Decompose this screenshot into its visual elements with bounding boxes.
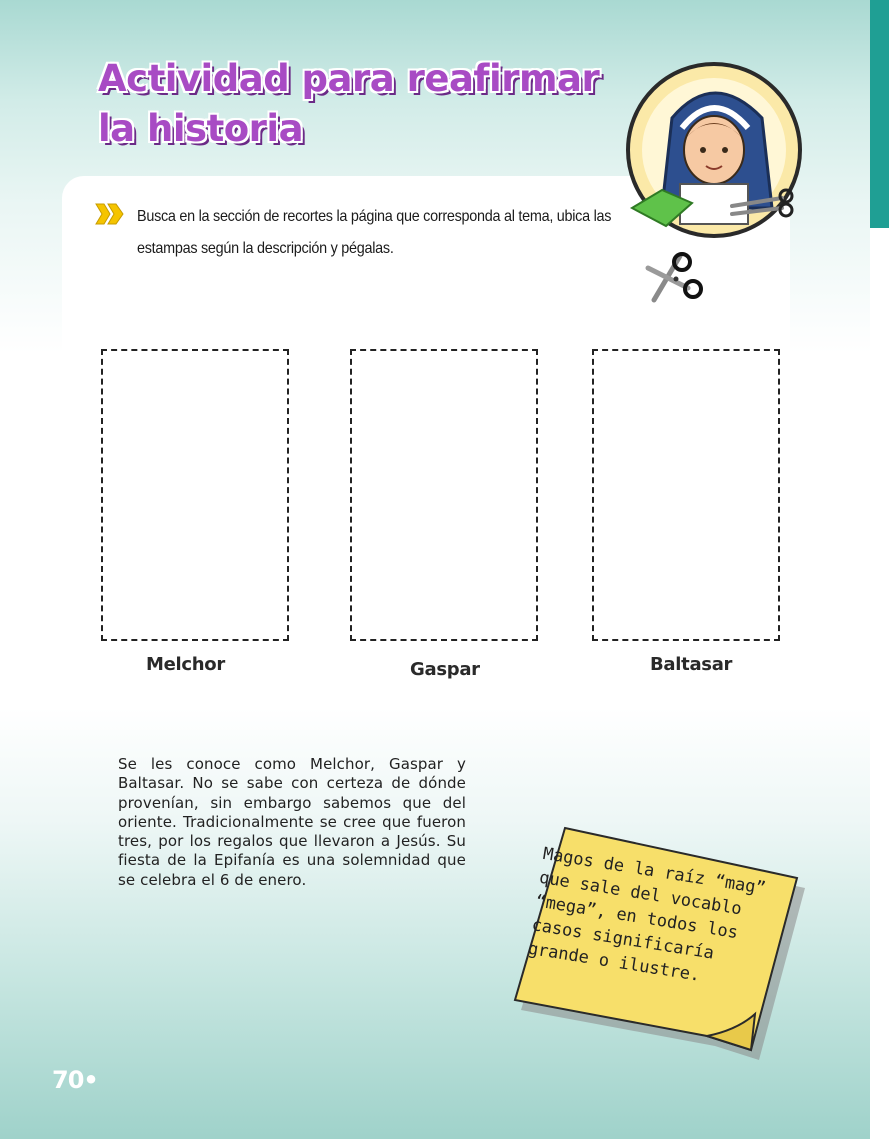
title-line-1: Actividad para reafirmar: [98, 57, 600, 100]
page-number: 70•: [52, 1066, 98, 1094]
sticky-note-text: Magos de la raíz “mag” que sale del vocablo “mega”, en todos los casos significaría grande o ilustre.: [526, 843, 768, 986]
sticker-box-baltasar[interactable]: [592, 349, 780, 641]
edge-tab: [870, 0, 889, 228]
mascot-illustration: [622, 58, 806, 242]
label-melchor: Melchor: [146, 654, 225, 675]
sticker-box-melchor[interactable]: [101, 349, 289, 641]
body-paragraph: Se les conoce como Melchor, Gaspar y Baltasar. No se sabe con certeza de dónde provenían, sin embargo sabemos que del oriente. Tradicionalmente se cree que fueron tres, por los regalos que llevaron a Jesús. Su fiesta de la Epifanía es una solemnidad que se celebra el 6 de enero.: [118, 755, 466, 889]
title-line-2: la historia: [98, 107, 304, 150]
page-number-value: 70: [52, 1066, 84, 1094]
double-chevron-right-icon: [95, 201, 125, 227]
label-baltasar: Baltasar: [650, 654, 733, 675]
instruction-text: Busca en la sección de recortes la página que corresponda al tema, ubica las estampas según la descripción y pégalas.: [137, 208, 612, 257]
label-gaspar: Gaspar: [410, 659, 480, 680]
sticker-box-gaspar[interactable]: [350, 349, 538, 641]
page-title: [98, 54, 599, 154]
scissors-icon: [640, 248, 706, 306]
